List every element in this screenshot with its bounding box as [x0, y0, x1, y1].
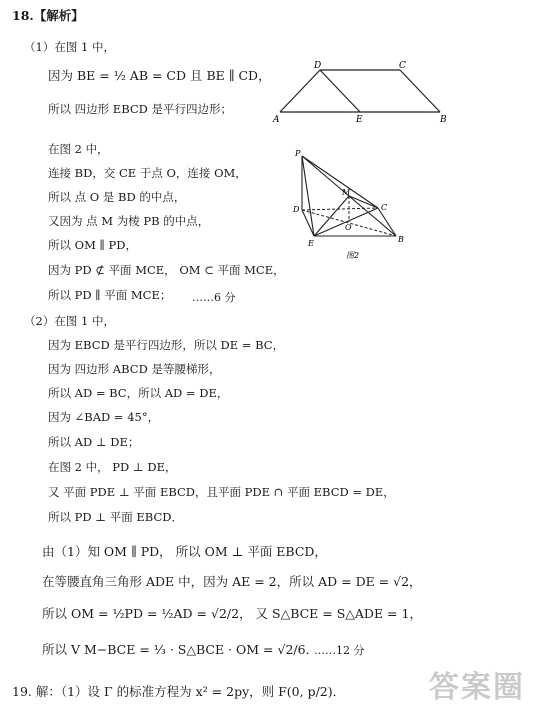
conclusion-line-1: 由（1）知 OM ∥ PD， 所以 OM ⊥ 平面 EBCD，: [42, 544, 327, 559]
part1-line-9: 所以 PD ∥ 平面 MCE；: [48, 288, 172, 302]
part2-line-7: 又 平面 PDE ⊥ 平面 EBCD，且平面 PDE ∩ 平面 EBCD = DE，: [48, 485, 395, 499]
part1-line-3: 在图 2 中，: [48, 142, 109, 156]
fig2-label-d: D: [293, 205, 300, 214]
part2-line-8: 所以 PD ⊥ 平面 EBCD．: [48, 510, 183, 524]
part2-score: ……12 分: [314, 644, 365, 657]
part2-line-1: 因为 EBCD 是平行四边形，所以 DE = BC，: [48, 338, 285, 352]
fig1-label-e: E: [356, 115, 363, 125]
fig1-label-d: D: [314, 61, 322, 71]
part1-label: （1）在图 1 中，: [24, 40, 115, 54]
part2-line-3: 所以 AD = BC，所以 AD = DE，: [48, 386, 229, 400]
fig1-label-b: B: [440, 115, 447, 125]
fig1-edge-cb: [400, 70, 440, 112]
fig2-label-c: C: [381, 203, 388, 212]
part1-line-8: 因为 PD ⊄ 平面 MCE， OM ⊂ 平面 MCE，: [48, 263, 285, 277]
conclusion-line-3: 所以 OM = ½PD = ½AD = √2/2， 又 S△BCE = S△ADE = 1，: [42, 606, 422, 621]
part2-label: （2）在图 1 中，: [24, 314, 115, 328]
question-19-line: 19. 解：（1）设 Γ 的标准方程为 x² = 2py，则 F(0, p/2)．: [12, 684, 346, 699]
part1-line-1: 因为 BE = ½ AB = CD 且 BE ∥ CD，: [48, 68, 271, 83]
figure-2-pyramid: [292, 148, 412, 260]
part1-score: ……6 分: [192, 291, 236, 304]
watermark-logo: 答案圈: [429, 670, 525, 705]
part2-line-2: 因为 四边形 ABCD 是等腰梯形，: [48, 362, 221, 376]
part1-line-6: 又因为 点 M 为棱 PB 的中点，: [48, 214, 210, 228]
fig2-label-b: B: [398, 235, 404, 244]
part1-line-4: 连接 BD，交 CE 于点 O，连接 OM，: [48, 166, 247, 180]
part1-line-7: 所以 OM ∥ PD，: [48, 238, 137, 252]
part1-line-5: 所以 点 O 是 BD 的中点，: [48, 190, 186, 204]
question-18-title: 18.【解析】: [12, 8, 84, 23]
fig1-label-a: A: [273, 115, 280, 125]
fig1-edge-ad: [280, 70, 320, 112]
fig2-caption: 图2: [346, 251, 360, 260]
conclusion-line-2: 在等腰直角三角形 ADE 中，因为 AE = 2，所以 AD = DE = √2，: [42, 574, 422, 589]
conclusion-line-4: 所以 V M−BCE = ⅓ · S△BCE · OM = √2/6．: [42, 642, 319, 657]
fig2-label-e: E: [308, 239, 314, 248]
part2-line-6: 在图 2 中， PD ⊥ DE，: [48, 460, 177, 474]
part2-line-4: 因为 ∠BAD = 45°，: [48, 410, 160, 424]
part1-line-2: 所以 四边形 EBCD 是平行四边形；: [48, 102, 233, 116]
fig2-label-p: P: [295, 149, 301, 158]
fig2-label-m: M: [342, 188, 351, 197]
fig1-edge-de: [320, 70, 360, 112]
part2-line-5: 所以 AD ⊥ DE；: [48, 435, 140, 449]
fig2-label-o: O: [345, 223, 352, 232]
fig1-label-c: C: [399, 61, 406, 71]
figure-1-trapezoid: [270, 58, 455, 126]
